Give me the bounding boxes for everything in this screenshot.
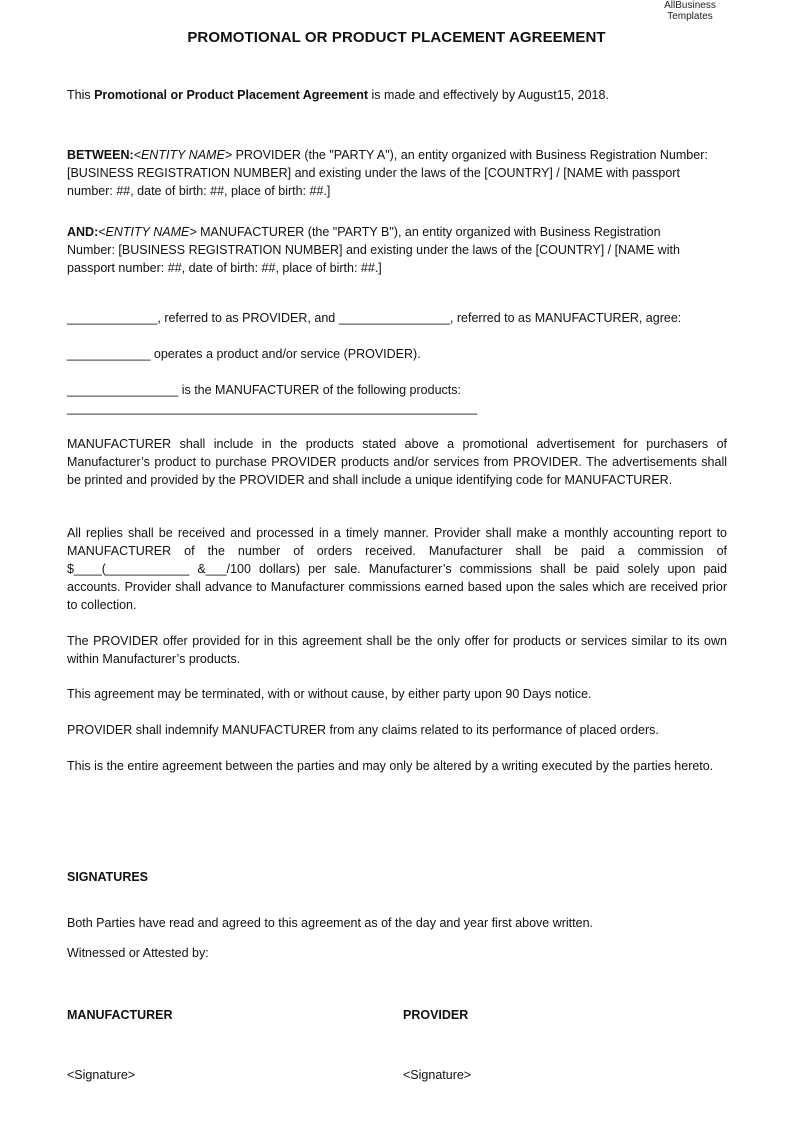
referred-as-line: _____________, referred to as PROVIDER, and ________________, referred to as MANUFACTURER, agree: [67,311,682,325]
document-title: PROMOTIONAL OR PRODUCT PLACEMENT AGREEMENT [187,29,606,46]
party-b-line-3: passport number: ##, date of birth: ##, place of birth: ##.] [67,261,382,275]
signatures-statement: Both Parties have read and agreed to this agreement as of the day and year first above written. [67,916,594,930]
clause-termination: This agreement may be terminated, with or without cause, by either party upon 90 Days notice. [67,687,592,701]
products-blank-line: ___________________________________________________________ [67,401,478,415]
clause-advertisement: MANUFACTURER shall include in the products stated above a promotional advertisement for purchasers of Manufacturer’s product to purchase PROVIDER products and/or services from PROVIDER. The advertisements shall be printed and provided by the PROVIDER and shall include a unique identifying code for MANUFACTURER. [67,437,727,487]
clause-exclusive-offer: The PROVIDER offer provided for in this agreement shall be the only offer for products or services similar to its own within Manufacturer’s products. [67,634,727,666]
party-a-entity: <ENTITY NAME> [133,148,233,162]
logo-line-2: Templates [667,11,713,22]
intro-suffix: is made and effectively by August15, 2018. [368,88,609,102]
logo-line-1: AllBusiness [664,0,716,11]
intro-paragraph [67,86,727,104]
intro-prefix: This [67,88,95,102]
provider-signature-placeholder: <Signature> [403,1068,472,1082]
party-b-clause [67,223,727,277]
signatures-heading: SIGNATURES [67,870,149,884]
clause-entire-agreement: This is the entire agreement between the parties and may only be altered by a writing executed by the parties hereto. [67,759,714,773]
party-b-line-1 [67,223,727,241]
allbusiness-templates-logo [655,0,725,22]
party-a-line-1-rest: PROVIDER (the "PARTY A"), an entity organized with Business Registration Number: [232,148,708,162]
provider-party-label: PROVIDER [403,1008,469,1022]
witness-line: Witnessed or Attested by: [67,946,209,960]
clause-indemnify: PROVIDER shall indemnify MANUFACTURER from any claims related to its performance of placed orders. [67,723,659,737]
party-a-line-2: [BUSINESS REGISTRATION NUMBER] and existing under the laws of the [COUNTRY] / [NAME with passport [67,166,680,180]
party-b-entity: <ENTITY NAME> [98,225,197,239]
agreement-name: Promotional or Product Placement Agreement [94,88,368,102]
manufacturer-of-line: ________________ is the MANUFACTURER of the following products: [67,383,461,397]
party-a-clause [67,146,727,200]
between-label: BETWEEN: [67,148,134,162]
party-b-line-2: Number: [BUSINESS REGISTRATION NUMBER] and existing under the laws of the [COUNTRY] / [NAME with [67,243,680,257]
party-a-line-3: number: ##, date of birth: ##, place of birth: ##.] [67,184,331,198]
clause-commission: All replies shall be received and processed in a timely manner. Provider shall make a monthly accounting report to MANUFACTURER of the number of orders received. Manufacturer shall be paid a commission of $____(____________ &___/100 dollars) per sale. Manufacturer’s commissions shall be paid solely upon paid accounts. Provider shall advance to Manufacturer commissions earned based upon the sales which are received prior to collection. [67,526,727,612]
party-b-line-1-rest: MANUFACTURER (the "PARTY B"), an entity organized with Business Registration [196,225,661,239]
party-a-line-1 [67,146,727,164]
manufacturer-signature-placeholder: <Signature> [67,1068,136,1082]
and-label: AND: [67,225,99,239]
operates-line: ____________ operates a product and/or service (PROVIDER). [67,347,421,361]
manufacturer-party-label: MANUFACTURER [67,1008,173,1022]
